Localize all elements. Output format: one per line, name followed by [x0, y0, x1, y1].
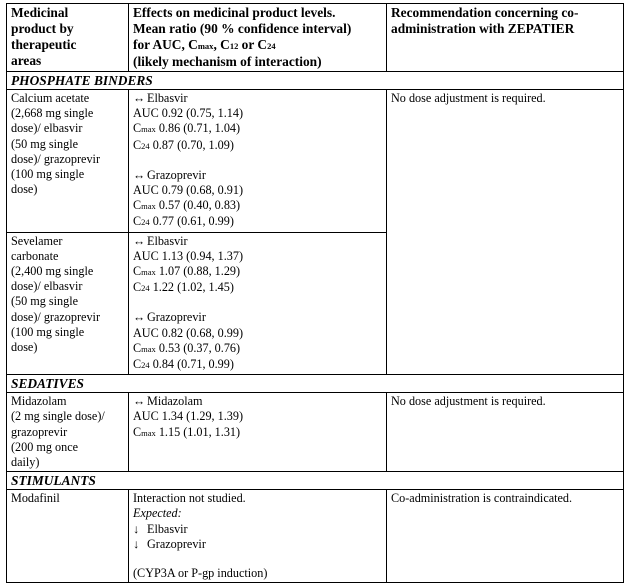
decrease-arrow-icon: ↓	[133, 536, 140, 551]
section-row	[7, 375, 624, 393]
product-sevelamer: Sevelamer carbonate (2,400 mg single dose)/ elbasvir (50 mg single dose)/ grazoprevir (100 mg single dose)	[7, 232, 129, 375]
recommendation-modafinil: Co-administration is contraindicated.	[387, 490, 624, 583]
section-row	[7, 72, 624, 90]
effect-midazolam: ↔ Midazolam AUC 1.34 (1.29, 1.39) Cmax 1.15 (1.01, 1.31)	[129, 393, 387, 472]
header-medicinal-product: Medicinal product by therapeutic areas	[7, 4, 129, 72]
section-row	[7, 472, 624, 490]
table-row	[7, 90, 624, 233]
effect-modafinil: Interaction not studied. Expected: ↓ Elbasvir ↓ Grazoprevir (CYP3A or P-gp induction)	[129, 490, 387, 583]
product-calcium-acetate: Calcium acetate (2,668 mg single dose)/ elbasvir (50 mg single dose)/ grazoprevir (100 mg single dose)	[7, 90, 129, 233]
section-stimulants: STIMULANTS	[7, 472, 624, 490]
effect-calcium-acetate: ↔ Elbasvir AUC 0.92 (0.75, 1.14) Cmax 0.86 (0.71, 1.04) C24 0.87 (0.70, 1.09) ↔ Grazoprevir AUC 0.79 (0.68, 0.91) Cmax 0.57 (0.40, 0.83) C24 0.77 (0.61, 0.99)	[129, 90, 387, 233]
recommendation-midazolam: No dose adjustment is required.	[387, 393, 624, 472]
section-phosphate-binders: PHOSPHATE BINDERS	[7, 72, 624, 90]
product-midazolam: Midazolam (2 mg single dose)/ grazoprevir (200 mg once daily)	[7, 393, 129, 472]
section-sedatives: SEDATIVES	[7, 375, 624, 393]
recommendation-phosphate-binders: No dose adjustment is required.	[387, 90, 624, 375]
no-change-arrow-icon: ↔	[133, 91, 146, 105]
interaction-table	[6, 3, 624, 583]
table-row	[7, 490, 624, 583]
decrease-arrow-icon: ↓	[133, 521, 140, 536]
header-row	[7, 4, 624, 72]
no-change-arrow-icon: ↔	[133, 233, 146, 248]
no-change-arrow-icon: ↔	[133, 310, 146, 325]
table-row	[7, 393, 624, 472]
no-change-arrow-icon: ↔	[133, 394, 146, 409]
effect-sevelamer: ↔ Elbasvir AUC 1.13 (0.94, 1.37) Cmax 1.07 (0.88, 1.29) C24 1.22 (1.02, 1.45) ↔ Grazoprevir AUC 0.82 (0.68, 0.99) Cmax 0.53 (0.37, 0.76) C24 0.84 (0.71, 0.99)	[129, 232, 387, 375]
header-effects: Effects on medicinal product levels. Mean ratio (90 % confidence interval) for AUC, Cmax, C12 or C24 (likely mechanism of interaction)	[129, 4, 387, 72]
header-recommendation: Recommendation concerning co- administration with ZEPATIER	[387, 4, 624, 72]
no-change-arrow-icon: ↔	[133, 167, 146, 182]
product-modafinil: Modafinil	[7, 490, 129, 583]
